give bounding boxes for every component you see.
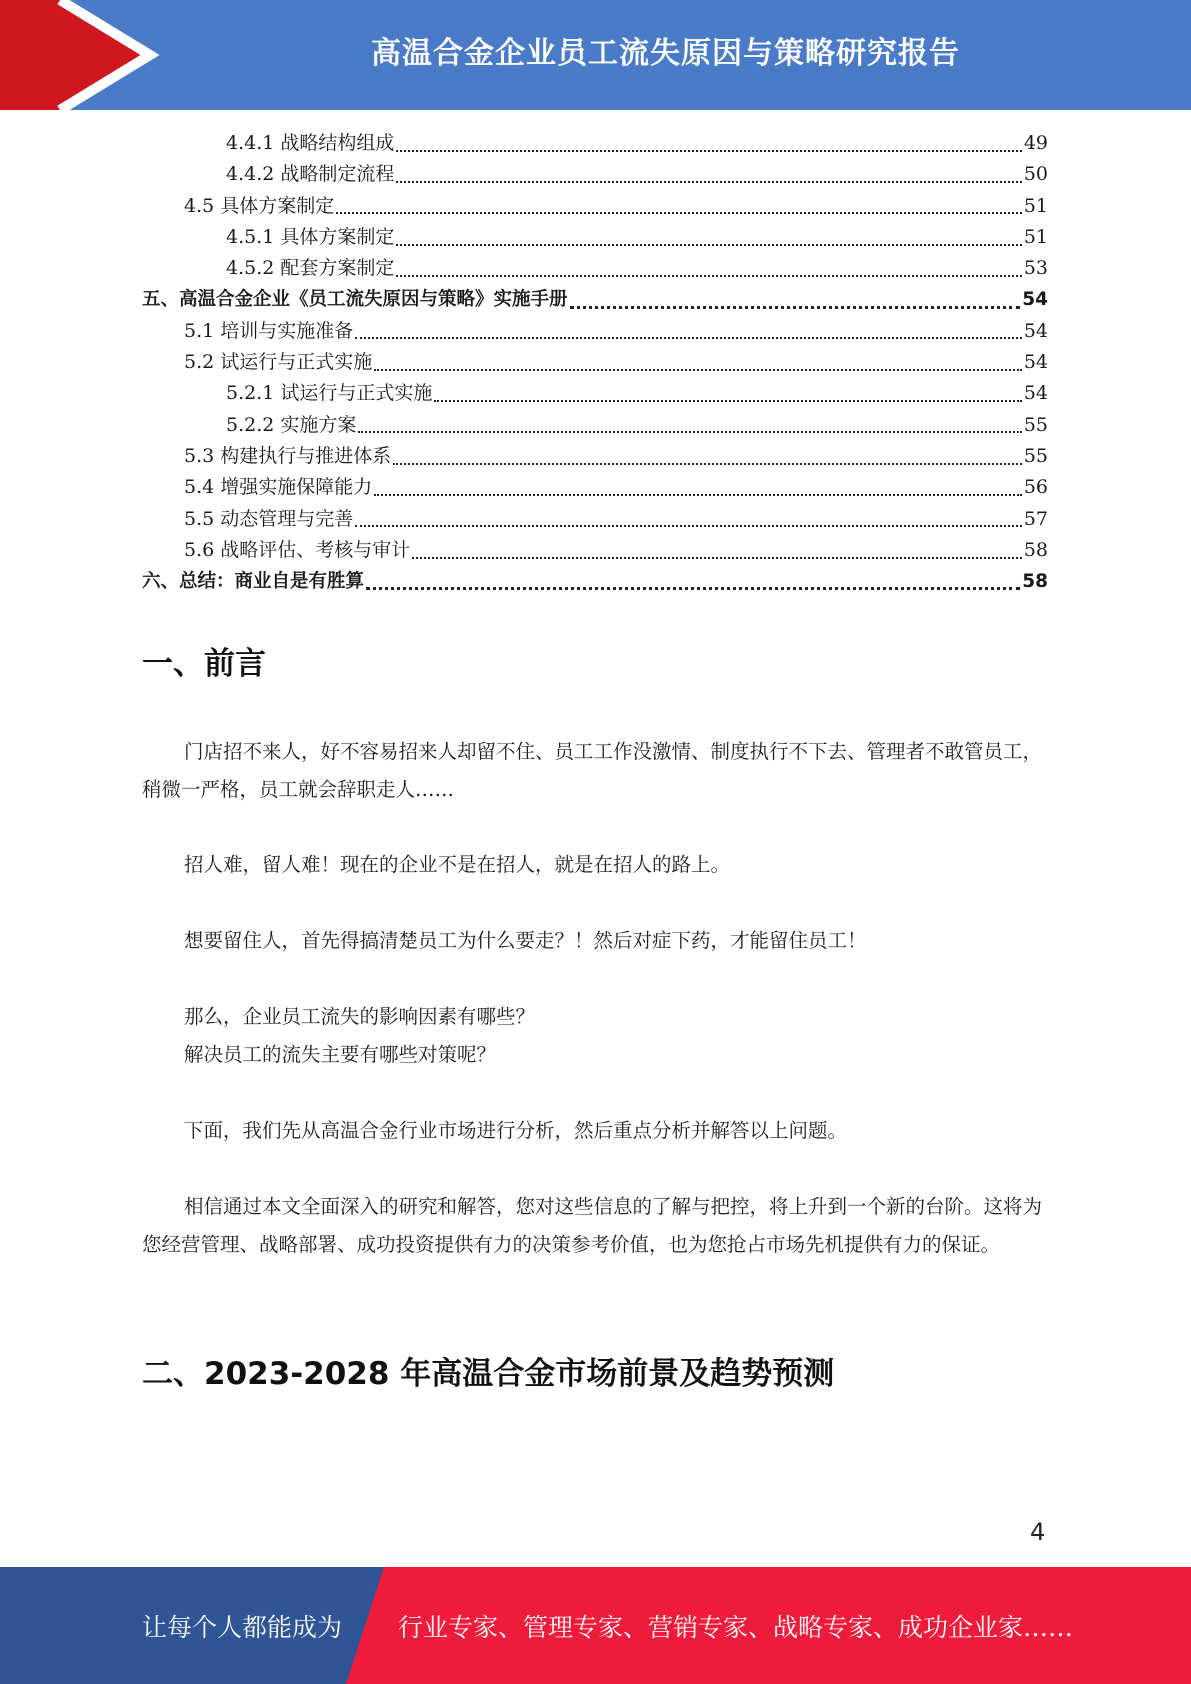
paragraph: 招人难，留人难！现在的企业不是在招人，就是在招人的路上。 [184,853,731,876]
toc-entry-label: 六、总结：商业自是有胜算 [142,571,365,593]
toc-entry[interactable] [142,253,1048,284]
toc-entry[interactable] [142,566,1048,597]
toc-entry-label: 5.2 试运行与正式实施 [184,351,373,374]
toc-entry-label: 5.1 培训与实施准备 [184,319,354,342]
toc-entry[interactable] [142,316,1048,347]
toc-dot-leader [336,212,1022,214]
toc-dot-leader [396,181,1021,183]
toc-entry-label: 5.3 构建执行与推进体系 [184,444,392,467]
toc-entry-label: 4.4.2 战略制定流程 [226,163,395,186]
toc-entry[interactable] [142,441,1048,472]
toc-entry-page: 56 [1023,476,1048,499]
toc-entry-page: 58 [1022,571,1048,593]
paragraph: 那么，企业员工流失的影响因素有哪些？ [184,1005,536,1028]
toc-entry-page: 51 [1023,194,1048,217]
paragraph: 相信通过本文全面深入的研究和解答，您对这些信息的了解与把控，将上升到一个新的台阶。这将为您经营管理、战略部署、成功投资提供有力的决策参考价值，也为您抢占市场先机提供有力的保证。 [142,1195,1043,1256]
toc-entry-page: 51 [1023,225,1048,248]
toc-entry-label: 5.2.2 实施方案 [226,413,357,436]
toc-entry-page: 53 [1023,257,1048,280]
toc-entry-page: 57 [1023,507,1048,530]
paragraph: 门店招不来人，好不容易招来人却留不住、员工工作没激情、制度执行不下去、管理者不敢管员工，稍微一严格，员工就会辞职走人…… [142,740,1043,801]
footer-slogan-left: 让每个人都能成为 [142,1612,343,1642]
paragraph: 解决员工的流失主要有哪些对策呢？ [184,1043,497,1066]
toc-entry-page: 50 [1023,163,1048,186]
toc-entry-label: 4.5 具体方案制定 [184,194,335,217]
toc-entry-label: 五、高温合金企业《员工流失原因与策略》实施手册 [142,289,568,311]
toc-entry[interactable] [142,472,1048,503]
toc-entry-page: 54 [1023,382,1048,405]
toc-entry-page: 58 [1023,538,1048,561]
section-heading-preface: 一、前言 [142,646,266,682]
toc-entry-label: 4.4.1 战略结构组成 [226,132,395,154]
toc-entry[interactable] [142,222,1048,253]
toc-dot-leader [355,337,1022,339]
toc-dot-leader [396,275,1021,277]
toc-entry[interactable] [142,284,1048,315]
paragraph: 想要留住人，首先得搞清楚员工为什么要走？！然后对症下药，才能留住员工！ [184,929,867,952]
report-title: 高温合金企业员工流失原因与策略研究报告 [371,36,960,71]
toc-dot-leader [374,494,1022,496]
toc-entry[interactable] [142,504,1048,535]
toc-dot-leader [358,431,1021,433]
toc-entry[interactable] [142,410,1048,441]
toc-entry-label: 5.5 动态管理与完善 [184,507,354,530]
toc-entry[interactable] [142,347,1048,378]
toc-dot-leader [355,525,1022,527]
toc-entry-page: 54 [1023,319,1048,342]
footer-slogan-right: 行业专家、管理专家、营销专家、战略专家、成功企业家…… [398,1612,1074,1642]
toc-entry-label: 4.5.2 配套方案制定 [226,257,395,280]
toc-entry-page: 54 [1023,351,1048,374]
toc-entry-label: 4.5.1 具体方案制定 [226,225,395,248]
toc-dot-leader [396,150,1021,152]
toc-dot-leader [412,557,1022,559]
toc-entry-page: 49 [1023,132,1048,154]
toc-entry-page: 55 [1023,444,1048,467]
toc-entry-page: 55 [1023,413,1048,436]
toc-entry[interactable] [142,535,1048,566]
page-number: 4 [1030,1518,1046,1546]
toc-entry-label: 5.6 战略评估、考核与审计 [184,538,411,561]
table-of-contents [142,128,1048,597]
page-header [0,0,1191,110]
toc-entry[interactable] [142,128,1048,159]
toc-entry-label: 5.4 增强实施保障能力 [184,476,373,499]
paragraph: 下面，我们先从高温合金行业市场进行分析，然后重点分析并解答以上问题。 [184,1119,848,1142]
toc-dot-leader [393,463,1022,465]
toc-dot-leader [366,587,1020,590]
toc-dot-leader [396,244,1021,246]
section-heading-market-forecast: 二、2023-2028 年高温合金市场前景及趋势预测 [142,1356,835,1392]
toc-dot-leader [374,369,1022,371]
toc-entry[interactable] [142,191,1048,222]
toc-entry-page: 54 [1022,289,1048,311]
toc-entry[interactable] [142,378,1048,409]
page-footer [0,1567,1191,1684]
toc-entry-label: 5.2.1 试运行与正式实施 [226,382,433,405]
toc-entry[interactable] [142,159,1048,190]
toc-dot-leader [434,400,1021,402]
toc-dot-leader [570,306,1021,309]
